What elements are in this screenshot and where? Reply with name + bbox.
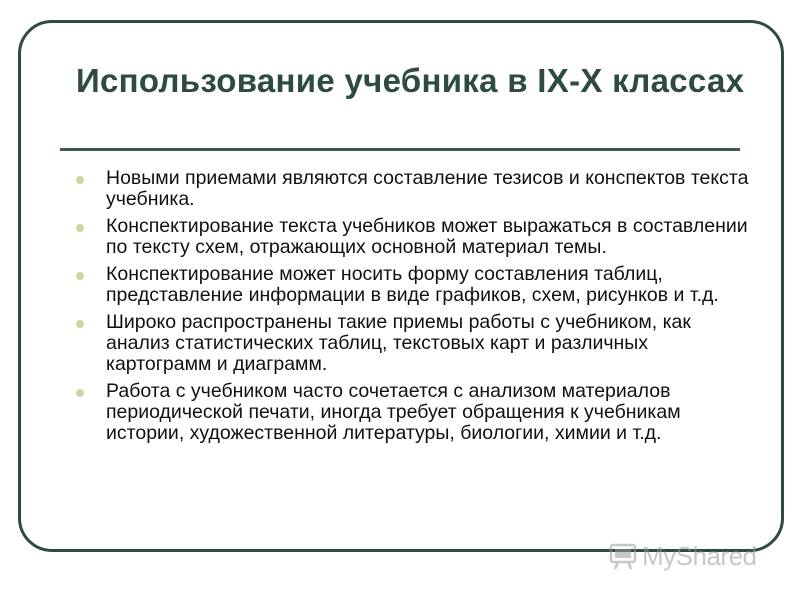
bullet-dot-icon [76, 389, 84, 397]
bullet-item [70, 381, 750, 444]
bullet-item [70, 168, 750, 210]
bullet-item [70, 312, 750, 375]
bullet-text: Конспектирование текста учебников может выражаться в составлении по тексту схем, отражающих основной материал темы. [106, 215, 748, 258]
slide-title: Использование учебника в IX-X классах [76, 62, 745, 99]
bullet-item [70, 264, 750, 306]
myshared-watermark[interactable] [608, 536, 757, 576]
title-divider [60, 148, 740, 151]
bullet-dot-icon [76, 320, 84, 328]
bullet-dot-icon [76, 272, 84, 280]
bullet-text: Работа с учебником часто сочетается с анализом материалов периодической печати, иногда требует обращения к учебникам истории, художественной литературы, биологии, химии и т.д. [106, 380, 681, 444]
bullet-list [70, 168, 750, 450]
bullet-text: Конспектирование может носить форму составления таблиц, представление информации в виде графиков, схем, рисунков и т.д. [106, 263, 719, 306]
bullet-text: Новыми приемами являются составление тезисов и конспектов текста учебника. [106, 167, 749, 210]
bullet-dot-icon [76, 224, 84, 232]
bullet-dot-icon [76, 176, 84, 184]
bullet-item [70, 216, 750, 258]
bullet-text: Широко распространены такие приемы работы с учебником, как анализ статистических таблиц, текстовых карт и различных картограмм и диаграмм. [106, 311, 691, 375]
watermark-text: MyShared [642, 540, 757, 571]
myshared-logo-icon [608, 541, 638, 571]
